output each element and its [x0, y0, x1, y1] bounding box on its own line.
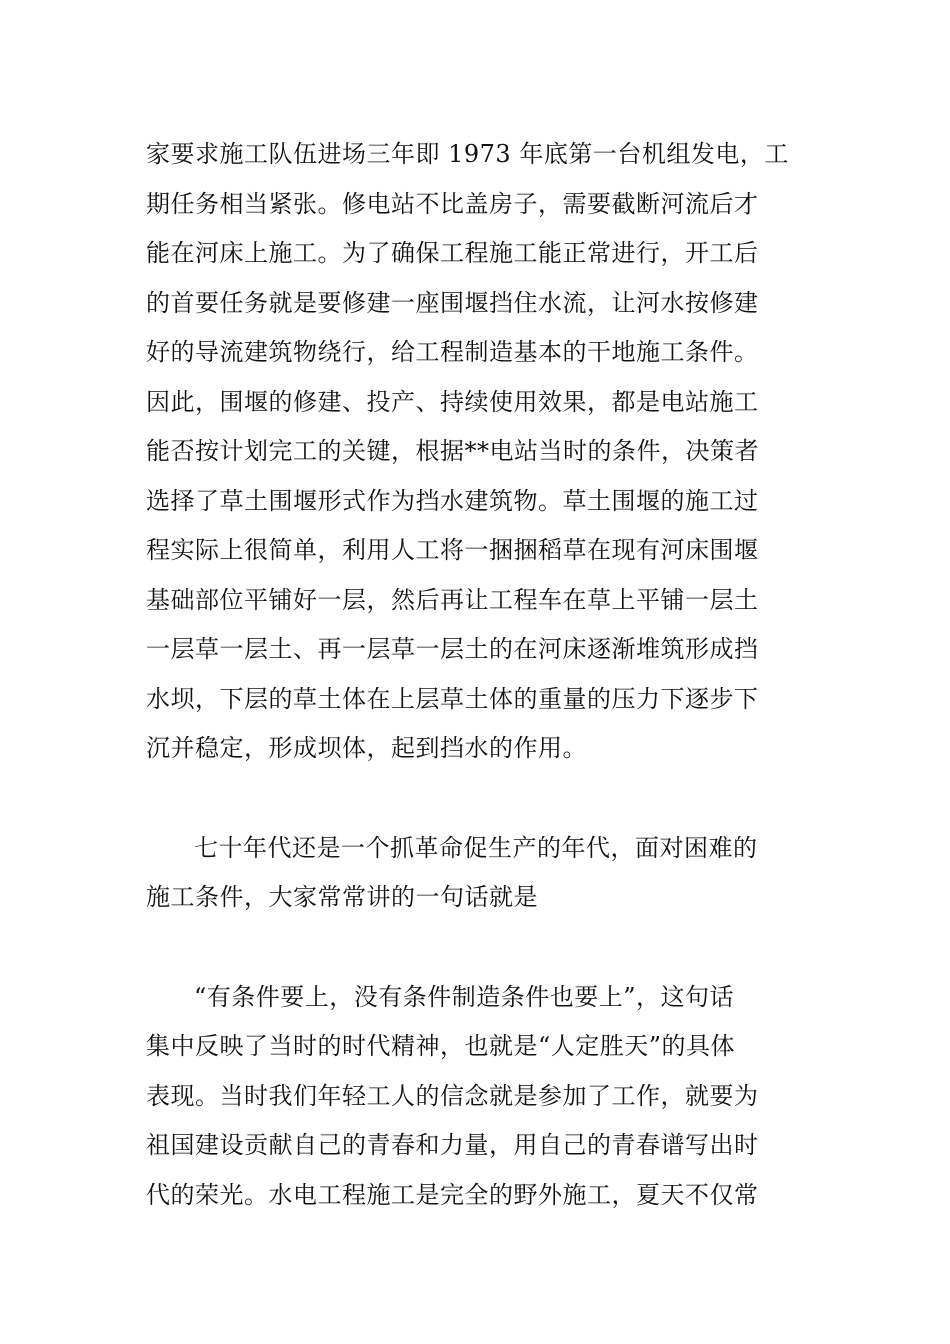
- paragraph-gap: [146, 774, 806, 824]
- document-page: [146, 130, 806, 1270]
- text-line: 一层草一层土、再一层草一层土的在河床逐渐堆筑形成挡: [146, 635, 759, 663]
- paragraph-2: [146, 824, 806, 923]
- text-line: 施工条件，大家常常讲的一句话就是: [146, 883, 538, 911]
- text-line: 能否按计划完工的关键，根据**电站当时的条件，决策者: [146, 437, 759, 465]
- text-line: 水坝，下层的草土体在上层草土体的重量的压力下逐步下: [146, 684, 759, 713]
- paragraph-gap: [146, 923, 806, 973]
- text-line: 集中反映了当时的时代精神，也就是“人定胜天”的具体: [146, 1032, 736, 1060]
- text-line: 基础部位平铺好一层，然后再让工程车在草上平铺一层土: [146, 585, 759, 614]
- text-line: 家要求施工队伍进场三年即 1973 年底第一台机组发电，工: [146, 140, 789, 168]
- text-line: 程实际上很简单，利用人工将一捆捆稻草在现有河床围堰: [146, 536, 759, 564]
- text-line: [146, 1220, 806, 1270]
- text-line: 沉并稳定，形成坝体，起到挡水的作用。: [146, 734, 587, 762]
- text-line: 能在河床上施工。为了确保工程施工能正常进行，开工后: [146, 239, 759, 267]
- paragraph-1: [146, 130, 806, 774]
- paragraph-3: [146, 973, 806, 1270]
- text-line: 表现。当时我们年轻工人的信念就是参加了工作，就要为: [146, 1081, 759, 1110]
- text-line: 好的导流建筑物绕行，给工程制造基本的干地施工条件。: [146, 338, 759, 366]
- text-line: 选择了草土围堰形式作为挡水建筑物。草土围堰的施工过: [146, 486, 759, 515]
- text-line: 因此，围堰的修建、投产、持续使用效果，都是电站施工: [146, 387, 759, 416]
- text-line: “有条件要上，没有条件制造条件也要上”，这句话: [194, 982, 735, 1011]
- text-line: 代的荣光。水电工程施工是完全的野外施工，夏天不仅常: [146, 1180, 759, 1209]
- text-line: 期任务相当紧张。修电站不比盖房子，需要截断河流后才: [146, 189, 759, 218]
- text-line: 祖国建设贡献自己的青春和力量，用自己的青春谱写出时: [146, 1131, 759, 1159]
- text-line: 七十年代还是一个抓革命促生产的年代，面对困难的: [194, 833, 758, 862]
- text-line: 的首要任务就是要修建一座围堰挡住水流，让河水按修建: [146, 288, 759, 317]
